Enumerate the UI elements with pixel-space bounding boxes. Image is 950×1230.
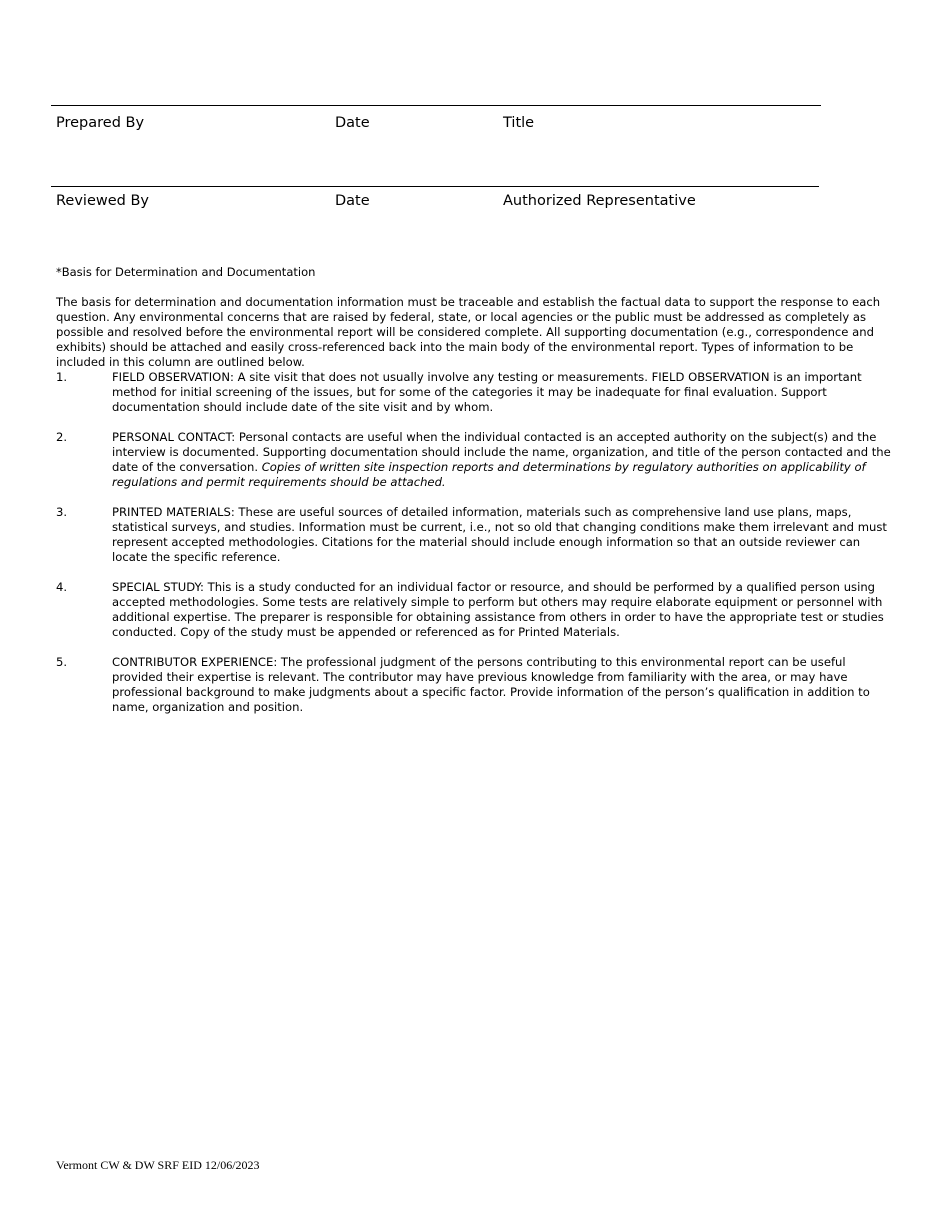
list-item-number: 3. (56, 505, 68, 519)
list-item-text: FIELD OBSERVATION: A site visit that does not usually involve any testing or measurements. FIELD OBSERVATION is an important method for initial screening of the issues, but for some of the categories it may be inadequate for final evaluation. Support documentation should include date of the site visit and by whom. (112, 370, 862, 414)
list-item-text: PERSONAL CONTACT: Personal contacts are useful when the individual contacted is an accepted authority on the subject(s) and the interview is documented. Supporting documentation should include the name, organization, and title of the person contacted and the date of the conversation. Copies of written site inspection reports and determinations by regulatory authorities on applicability of regulations and permit requirements should be attached. (112, 430, 891, 489)
list-item (56, 655, 896, 715)
basis-items-list (56, 370, 896, 730)
list-item-text: SPECIAL STUDY: This is a study conducted for an individual factor or resource, and should be performed by a qualified person using accepted methodologies. Some tests are relatively simple to perform but others may require elaborate equipment or personnel with additional expertise. The preparer is responsible for obtaining assistance from others in order to have the appropriate test or studies conducted. Copy of the study must be appended or referenced as for Printed Materials. (112, 580, 884, 639)
title-label: Title (503, 115, 535, 131)
list-item (56, 370, 896, 415)
basis-intro-paragraph: The basis for determination and documentation information must be traceable and establish the factual data to support the response to each question. Any environmental concerns that are raised by federal, state, or local agencies or the public must be addressed as completely as possible and resolved before the environmental report will be considered complete. All supporting documentation (e.g., correspondence and exhibits) should be attached and easily cross-referenced back into the main body of the environmental report. Types of information to be included in this column are outlined below. (56, 295, 881, 369)
list-item-number: 4. (56, 580, 68, 594)
reviewed-date-label: Date (335, 193, 370, 209)
list-item-text: PRINTED MATERIALS: These are useful sources of detailed information, materials such as comprehensive land use plans, maps, statistical surveys, and studies. Information must be current, i.e., not so old that changing conditions make them irrelevant and must represent accepted methodologies. Citations for the material should include enough information so that an outside reviewer can locate the specific reference. (112, 505, 887, 564)
prepared-date-label: Date (335, 115, 370, 131)
list-item-number: 5. (56, 655, 68, 669)
prepared-by-label: Prepared By (56, 115, 145, 131)
list-item-number: 2. (56, 430, 68, 444)
list-item-text: CONTRIBUTOR EXPERIENCE: The professional judgment of the persons contributing to this environmental report can be useful provided their expertise is relevant. The contributor may have previous knowledge from familiarity with the area, or may have professional background to make judgments about a specific factor. Provide information of the person’s qualification in addition to name, organization and position. (112, 655, 870, 714)
reviewed-by-label: Reviewed By (56, 193, 149, 209)
authorized-representative-label: Authorized Representative (503, 193, 696, 209)
signature-line-2 (51, 186, 819, 187)
list-item (56, 505, 896, 565)
list-item (56, 430, 896, 490)
signature-line-1 (51, 105, 821, 106)
list-item (56, 580, 896, 640)
list-item-number: 1. (56, 370, 68, 384)
basis-heading: *Basis for Determination and Documentation (56, 265, 316, 279)
list-item-italic-text: Copies of written site inspection reports and determinations by regulatory authorities on applicability of regulations and permit requirements should be attached. (112, 460, 866, 489)
page-footer: Vermont CW & DW SRF EID 12/06/2023 (56, 1158, 260, 1172)
